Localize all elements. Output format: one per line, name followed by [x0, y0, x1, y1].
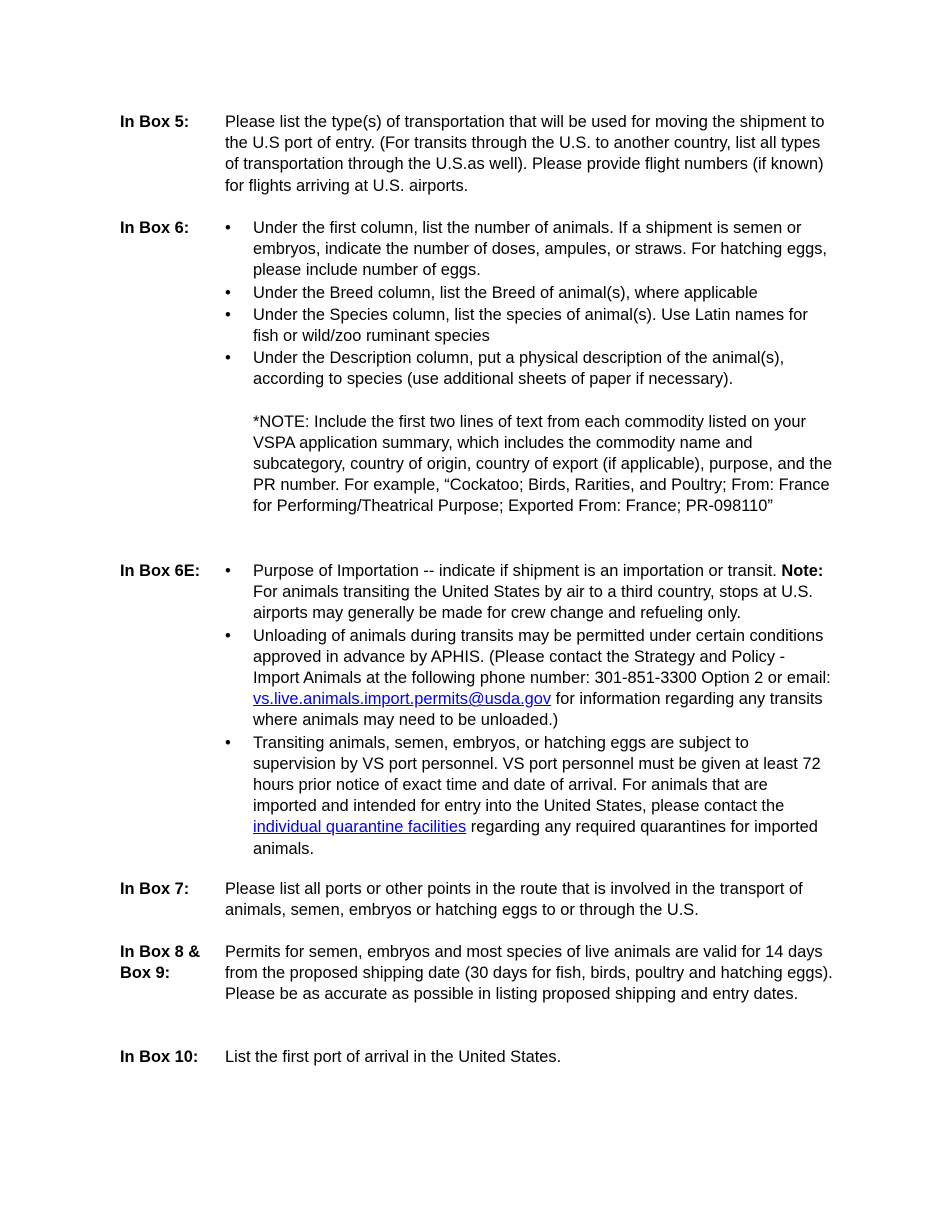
box7-text: Please list all ports or other points in the route that is involved in the transport of animals, semen, embryos or hatching eggs to or through the U.S. [225, 880, 803, 920]
list-item [225, 348, 835, 390]
box8-9-label-line2: Box 9: [120, 964, 171, 983]
box6e-item3-tail: regarding any required quarantines for imported animals. [253, 818, 818, 858]
box6e-label: In Box 6E: [120, 562, 201, 580]
bullet-icon: • [225, 283, 231, 302]
box10-label: In Box 10: [120, 1048, 199, 1066]
box6e-body [225, 561, 835, 861]
box6-item-text: Under the Species column, list the species of animal(s). Use Latin names for fish or wild/zoo ruminant species [253, 305, 808, 346]
box6e-note-text: For animals transiting the United States by air to a third country, stops at U.S. airports may generally be made for crew change and refueling only. [253, 583, 813, 623]
list-item [225, 218, 835, 282]
box6-body [225, 218, 835, 518]
bullet-icon: • [225, 349, 231, 368]
box5-text: Please list the type(s) of transportation that will be used for moving the shipment to the U.S port of entry. (For transits through the U.S. to another country, list all types of transportation through the U.S.as well). Please provide flight numbers (if known) for flights arriving at U.S. airports. [225, 113, 825, 195]
list-item [225, 626, 835, 732]
quarantine-facilities-link[interactable]: individual quarantine facilities [253, 818, 467, 837]
list-item [225, 305, 835, 347]
bullet-icon: • [225, 626, 231, 645]
box6-item-text: Under the Breed column, list the Breed of animal(s), where applicable [253, 283, 758, 302]
box6e-item3-text: Transiting animals, semen, embryos, or hatching eggs are subject to supervision by VS port personnel. VS port personnel must be given at least 72 hours prior notice of exact time and date of arrival. For animals that are imported and intended for entry into the United States, please contact the [253, 733, 821, 816]
list-item [225, 733, 835, 860]
box6-note: *NOTE: Include the first two lines of text from each commodity listed on your VSPA application summary, which includes the commodity name and subcategory, country of origin, country of export (if applicable), purpose, and the PR number. For example, “Cockatoo; Birds, Rarities, and Poultry; From: France for Performing/Theatrical Purpose; Exported From: France; PR-098110” [253, 412, 833, 516]
bullet-icon: • [225, 219, 231, 237]
list-item [225, 561, 835, 625]
box6e-list [225, 561, 835, 860]
box6e-item2-text: Unloading of animals during transits may be permitted under certain conditions approved in advance by APHIS. (Please contact the Strategy and Policy - Import Animals at the following phone number: 301-851-3300 Option 2 or email: [253, 626, 831, 688]
box6e-note-label: Note: [781, 562, 824, 580]
box7-label: In Box 7: [120, 880, 190, 898]
box10-text: List the first port of arrival in the United States. [225, 1048, 562, 1066]
box6e-item1-text: Purpose of Importation -- indicate if shipment is an importation or transit. [253, 562, 777, 580]
box6e-item2-tail: for information regarding any transits where animals may need to be unloaded.) [253, 690, 823, 730]
box6-item-text: Under the first column, list the number of animals. If a shipment is semen or embryos, indicate the number of doses, ampules, or straws. For hatching eggs, please include number of eggs. [253, 219, 827, 280]
bullet-icon: • [225, 305, 231, 324]
box8-9-label-line1: In Box 8 & [120, 943, 201, 961]
box5-label: In Box 5: [120, 113, 190, 131]
list-item [225, 283, 835, 304]
box8-9-label [120, 942, 225, 984]
box6-item-text: Under the Description column, put a physical description of the animal(s), according to species (use additional sheets of paper if necessary). [253, 349, 785, 389]
email-link[interactable]: vs.live.animals.import.permits@usda.gov [253, 690, 552, 709]
box6-list [225, 218, 835, 391]
box8-9-text: Permits for semen, embryos and most species of live animals are valid for 14 days from the proposed shipping date (30 days for fish, birds, poultry and hatching eggs). Please be as accurate as possible in listing proposed shipping and entry dates. [225, 943, 833, 1004]
bullet-icon: • [225, 733, 231, 752]
bullet-icon: • [225, 562, 231, 580]
box6-label: In Box 6: [120, 219, 190, 237]
